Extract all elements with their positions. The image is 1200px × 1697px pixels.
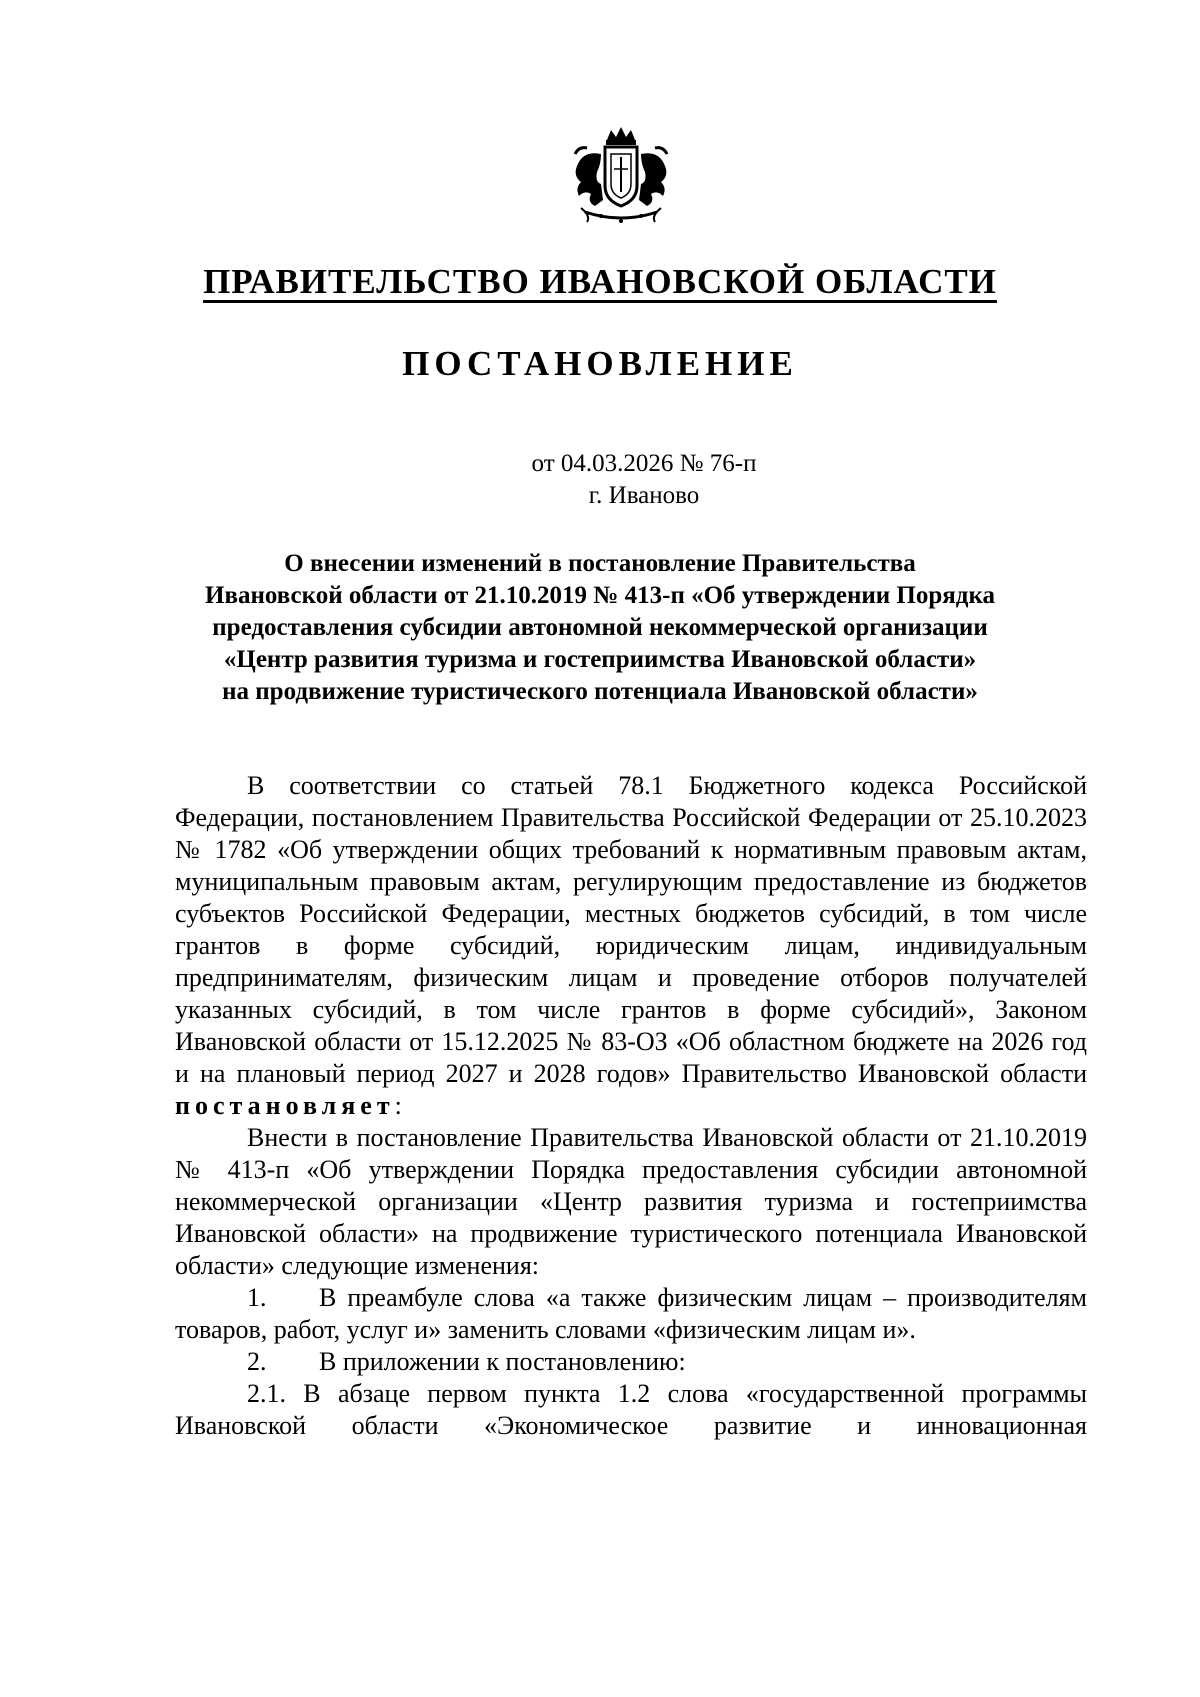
resolves-word: постановляет xyxy=(175,1091,395,1120)
resolves-colon: : xyxy=(394,1091,402,1120)
coat-of-arms-emblem xyxy=(561,124,681,228)
coat-of-arms-icon xyxy=(561,124,681,228)
subject-line: предоставления субсидии автономной некоммерческой организации xyxy=(212,614,988,641)
item-2-number: 2. xyxy=(247,1347,267,1376)
document-type: ПОСТАНОВЛЕНИЕ xyxy=(402,344,798,383)
preamble-paragraph xyxy=(175,770,1087,1122)
subject-line: Ивановской области от 21.10.2019 № 413-п «Об утверждении Порядка xyxy=(205,582,995,609)
subject-line: «Центр развития туризма и гостеприимства Ивановской области» xyxy=(223,646,977,673)
item-2-1-paragraph: 2.1. В абзаце первом пункта 1.2 слова «государственной программы Ивановской области «Экономическое развитие и инновационная xyxy=(175,1379,1087,1440)
item-1-paragraph xyxy=(175,1282,1087,1346)
preamble-text: В соответствии со статьей 78.1 Бюджетного кодекса Российской Федерации, постановлением Правительства Российской Федерации от 25.10.2023 № 1782 «Об утверждении общих требований к нормативным правовым актам, муниципальным правовым актам, регулирующим предоставление из бюджетов субъектов Российской Федерации, местных бюджетов субсидий, в том числе грантов в форме субсидий, юридическим лицам, индивидуальным предпринимателям, физическим лицам и проведение отборов получателей указанных субсидий, в том числе грантов в форме субсидий», Законом Ивановской области от 15.12.2025 № 83-ОЗ «Об областном бюджете на 2026 год и на плановый период 2027 и 2028 годов» Правительство Ивановской области xyxy=(175,771,1087,1088)
date-number: от 04.03.2026 № 76-п xyxy=(531,450,757,477)
document-subject xyxy=(0,548,1200,708)
subject-line: на продвижение туристического потенциала Ивановской области» xyxy=(222,678,978,705)
item-2-paragraph xyxy=(175,1346,1087,1378)
intro-paragraph: Внести в постановление Правительства Ивановской области от 21.10.2019 № 413-п «Об утверждении Порядка предоставления субсидии автономной некоммерческой организации «Центр развития туризма и гостеприимства Ивановской области» на продвижение туристического потенциала Ивановской области» следующие изменения: xyxy=(175,1123,1087,1280)
item-1-number: 1. xyxy=(247,1283,267,1312)
government-title xyxy=(0,260,1200,304)
document-meta xyxy=(0,448,1200,512)
government-title-text: ПРАВИТЕЛЬСТВО ИВАНОВСКОЙ ОБЛАСТИ xyxy=(203,262,997,301)
item-2-text: В приложении к постановлению: xyxy=(319,1347,686,1376)
item-1-text: В преамбуле слова «а также физическим лицам – производителям товаров, работ, услуг и» заменить словами «физическим лицам и». xyxy=(175,1283,1087,1344)
subject-line: О внесении изменений в постановление Правительства xyxy=(284,550,916,577)
city: г. Иваново xyxy=(588,482,700,509)
document-body xyxy=(175,770,1087,1442)
